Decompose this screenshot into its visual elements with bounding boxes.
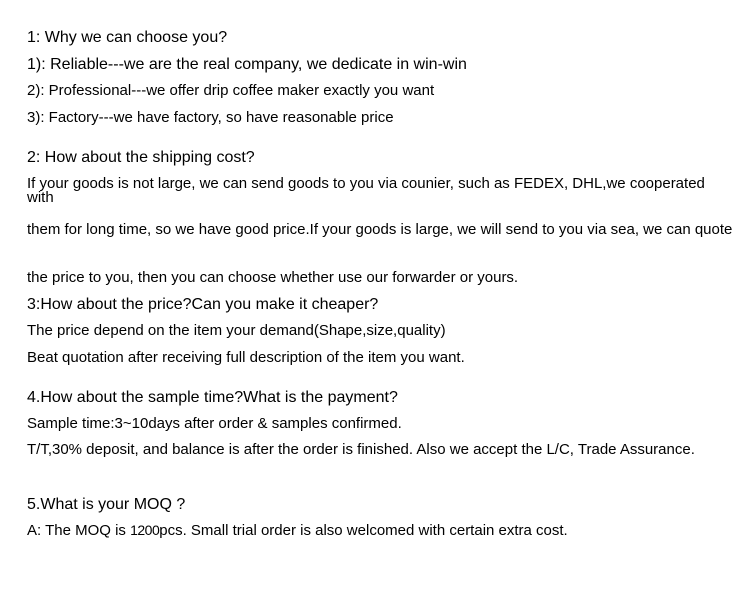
faq-answer-1-3: 3): Factory---we have factory, so have reasonable price bbox=[27, 109, 394, 126]
faq-answer-3-2: Beat quotation after receiving full description of the item you want. bbox=[27, 349, 465, 366]
faq-question-2: 2: How about the shipping cost? bbox=[27, 149, 255, 166]
faq-question-3: 3:How about the price?Can you make it cheaper? bbox=[27, 296, 379, 313]
faq-question-5: 5.What is your MOQ ? bbox=[27, 496, 186, 513]
faq-answer-1-2: 2): Professional---we offer drip coffee maker exactly you want bbox=[27, 82, 435, 99]
faq-answer-2-2: them for long time, so we have good price.If your goods is large, we will send to you via sea, we can quote bbox=[27, 221, 733, 238]
faq-answer-4-1: Sample time:3~10days after order & samples confirmed. bbox=[27, 415, 402, 432]
moq-quantity: 1200 bbox=[130, 522, 160, 538]
faq-answer-2-3: the price to you, then you can choose whether use our forwarder or yours. bbox=[27, 269, 519, 286]
faq-answer-4-2: T/T,30% deposit, and balance is after the order is finished. Also we accept the L/C, Trade Assurance. bbox=[27, 441, 695, 458]
faq-answer-5-1 bbox=[27, 523, 568, 538]
faq-answer-2-1: If your goods is not large, we can send goods to you via counier, such as FEDEX, DHL,we cooperated with bbox=[27, 175, 705, 206]
faq-question-4: 4.How about the sample time?What is the payment? bbox=[27, 389, 398, 406]
moq-prefix: A: The MOQ is bbox=[27, 522, 131, 539]
moq-suffix: pcs. Small trial order is also welcomed with certain extra cost. bbox=[159, 522, 568, 539]
faq-question-1: 1: Why we can choose you? bbox=[27, 29, 228, 46]
faq-answer-1-1: 1): Reliable---we are the real company, we dedicate in win-win bbox=[27, 56, 467, 73]
faq-answer-3-1: The price depend on the item your demand(Shape,size,quality) bbox=[27, 322, 446, 339]
